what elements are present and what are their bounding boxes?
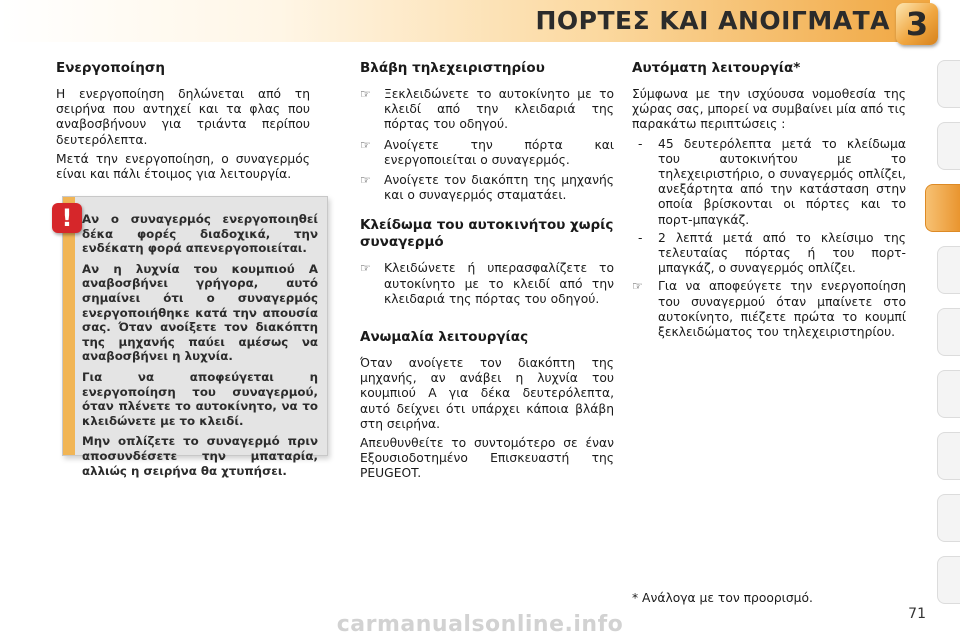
pointing-hand-icon: ☞ <box>360 173 371 188</box>
column-activation <box>56 60 310 186</box>
side-tab-1[interactable] <box>937 60 960 108</box>
list-item: - 45 δευτερόλεπτα μετά το κλείδωμα του αυτοκινήτου με το τηλεχειριστήριο, ο συναγερμός οπλίζει, ανεξάρτητα από την κατάσταση στην οποία βρίσκονται οι πόρτες και το πορτ-μπαγκάζ. <box>638 136 906 227</box>
side-tab-4[interactable] <box>937 246 960 294</box>
side-tab-2[interactable] <box>937 122 960 170</box>
pointing-hand-icon: ☞ <box>360 87 371 101</box>
list-item: - 2 λεπτά μετά από το κλείσιμο της τελευταίας πόρτας ή του πορτ-μπαγκάζ, ο συναγερμός οπλίζει. <box>638 230 906 276</box>
chapter-badge <box>896 3 938 45</box>
side-tab-9[interactable] <box>937 556 960 604</box>
watermark: carmanualsonline.info <box>336 612 624 637</box>
warning-icon: ! <box>52 203 82 233</box>
list-item: ☞ Ξεκλειδώνετε το αυτοκίνητο με το κλειδί από την κλειδαριά της πόρτας του οδηγού. <box>360 87 614 132</box>
warning-paragraph-1: Αν ο συναγερμός ενεργοποιηθεί δέκα φορές διαδοχικά, την ενδέκατη φορά απενεργοποιείται. <box>82 212 318 256</box>
activation-paragraph-2: Μετά την ενεργοποίηση, ο συναγερμός είναι και πάλι έτοιμος για λειτουργία. <box>56 151 310 182</box>
warning-paragraph-3: Για να αποφεύγεται η ενεργοποίηση του συναγερμού, όταν πλένετε το αυτοκίνητο, να το κλειδώνετε με το κλειδί. <box>82 369 318 428</box>
column-remote-fault <box>360 60 614 486</box>
malfunction-paragraph-1: Όταν ανοίγετε τον διακόπτη της μηχανής, αν ανάβει η λυχνία του κουμπιού A για δέκα δευτερόλεπτα, αυτό δείχνει ότι υπάρχει κάποια βλάβη στη σειρήνα. <box>360 356 614 431</box>
pointing-hand-icon: ☞ <box>360 261 371 276</box>
side-tab-5[interactable] <box>937 308 960 356</box>
list-item: ☞ Για να αποφεύγετε την ενεργοποίηση του συναγερμού όταν μπαίνετε στο αυτοκίνητο, πιέζετε πρώτα το κουμπί ξεκλειδώματος του τηλεχειριστηρίου. <box>632 279 906 340</box>
page-number: 71 <box>908 606 926 622</box>
heading-malfunction: Ανωμαλία λειτουργίας <box>360 329 529 346</box>
list-item: ☞ Ανοίγετε την πόρτα και ενεργοποιείται ο συναγερμός. <box>360 137 614 167</box>
chapter-number: 3 <box>905 5 929 43</box>
footnote: * Ανάλογα με τον προορισμό. <box>632 591 813 605</box>
activation-paragraph-1: Η ενεργοποίηση δηλώνεται από τη σειρήνα που αντηχεί και τα φλας που αναβοσβήνουν για τριάντα περίπου δευτερόλεπτα. <box>56 87 310 147</box>
warning-paragraph-4: Μην οπλίζετε το συναγερμό πριν αποσυνδέσετε την μπαταρία, αλλιώς η σειρήνα θα χτυπήσει. <box>82 434 318 478</box>
list-item: ☞ Κλειδώνετε ή υπερασφαλίζετε το αυτοκίνητο με το κλειδί από την κλειδαριά της πόρτας του οδηγού. <box>360 261 614 306</box>
malfunction-paragraph-2: Απευθυνθείτε το συντομότερο σε έναν Εξουσιοδοτημένο Επισκευαστή της PEUGEOT. <box>360 436 614 481</box>
list-item: ☞ Ανοίγετε τον διακόπτη της μηχανής και ο συναγερμός σταματάει. <box>360 173 614 203</box>
page-title: ΠΟΡΤΕΣ ΚΑΙ ΑΝΟΙΓΜΑΤΑ <box>535 6 890 35</box>
heading-remote-fault: Βλάβη τηλεχειριστηρίου <box>360 60 545 76</box>
heading-lock-without-alarm: Κλείδωμα του αυτοκινήτου χωρίς συναγερμό <box>360 217 614 251</box>
side-tabs <box>934 60 960 620</box>
heading-automatic: Αυτόματη λειτουργία* <box>632 60 801 76</box>
warning-stripe <box>63 197 75 455</box>
automatic-intro: Σύμφωνα με την ισχύουσα νομοθεσία της χώρας σας, μπορεί να συμβαίνει μία από τις παρακάτω περιπτώσεις : <box>632 87 906 132</box>
warning-paragraph-2: Αν η λυχνία του κουμπιού A αναβοσβήνει γρήγορα, αυτό σημαίνει ότι ο συναγερμός ενεργοποιήθηκε κατά την απουσία σας. Όταν ανοίξετε τον διακόπτη της μηχανής παύει αμέσως να αναβοσβήνει η λυχνία. <box>82 261 318 364</box>
side-tab-active[interactable] <box>925 184 960 232</box>
pointing-hand-icon: ☞ <box>360 137 371 152</box>
heading-activation: Ενεργοποίηση <box>56 60 166 76</box>
warning-text <box>82 212 318 484</box>
side-tab-8[interactable] <box>937 494 960 542</box>
pointing-hand-icon: ☞ <box>632 279 643 294</box>
side-tab-6[interactable] <box>937 370 960 418</box>
column-automatic <box>632 60 906 345</box>
side-tab-7[interactable] <box>937 432 960 480</box>
